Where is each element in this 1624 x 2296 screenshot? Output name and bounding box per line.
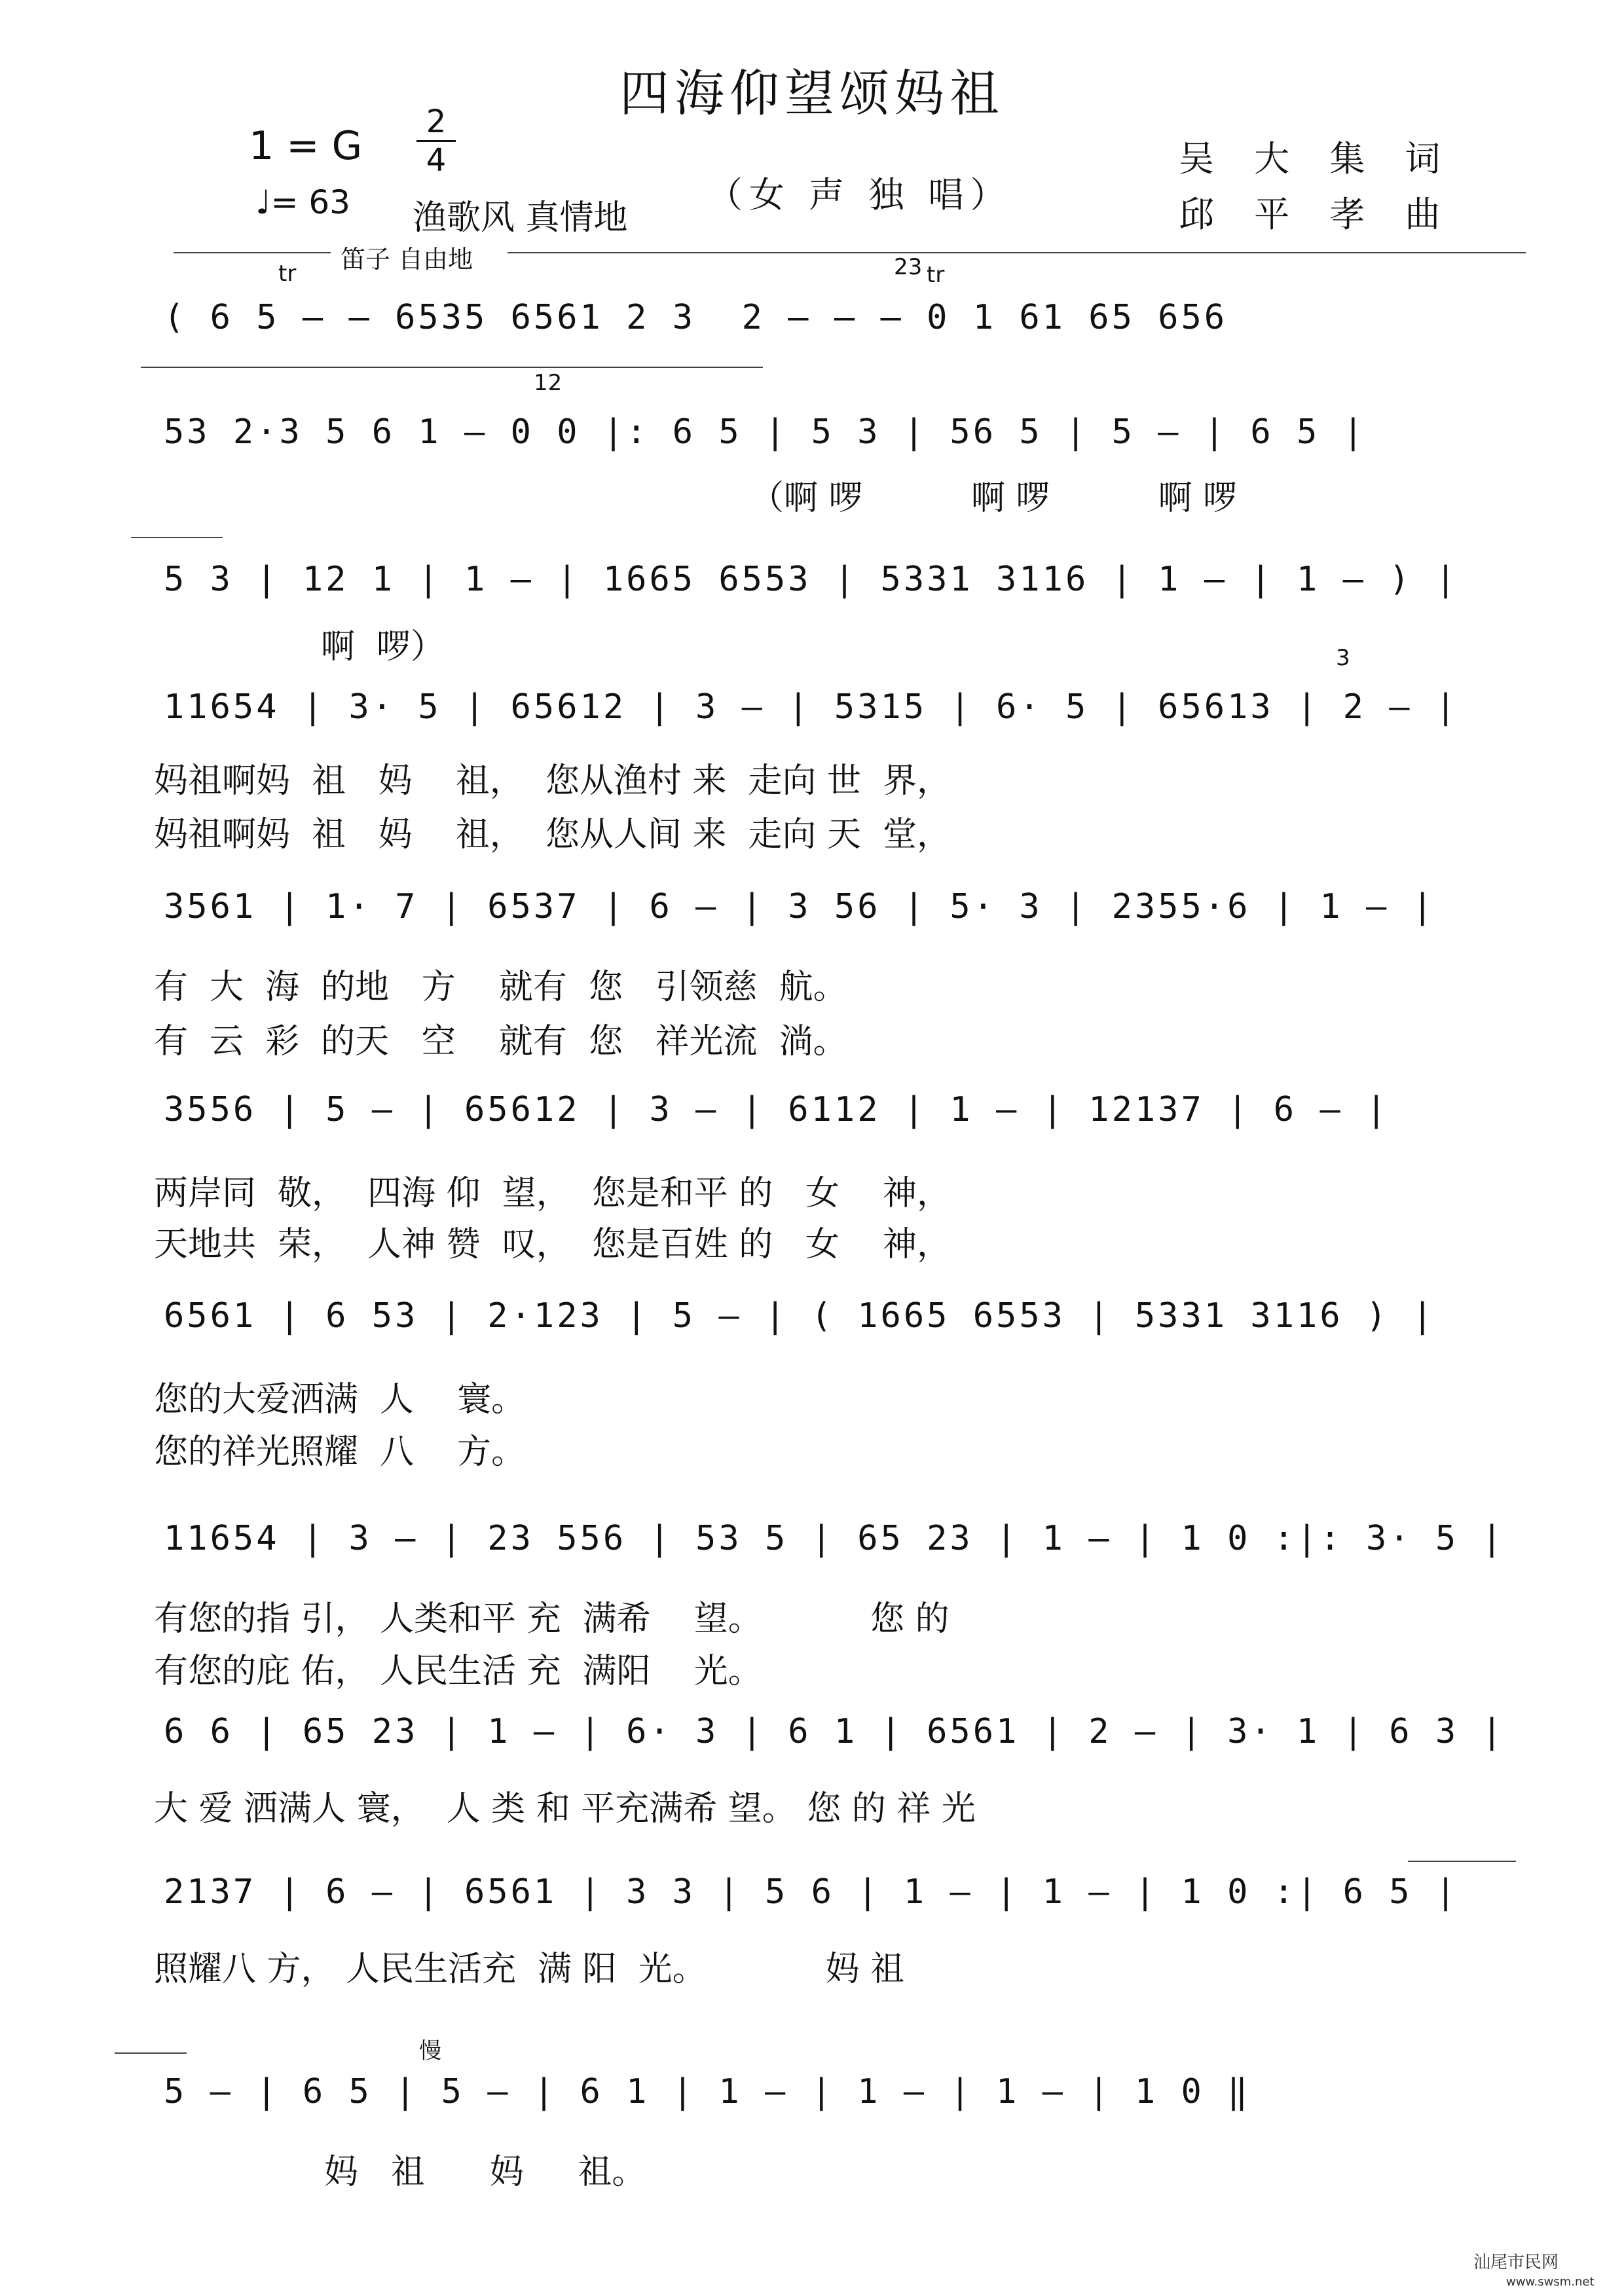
lyricist-credit: 吴 大 集 词 [1179, 138, 1455, 179]
watermark-url: www.swsm.net [1506, 2275, 1595, 2289]
flute-note: 笛子 自由地 [341, 245, 473, 274]
grace-note-23: 23 [894, 254, 923, 280]
score-line-7: 6561 | 6 53 | 2·123 | 5 — | ( 1665 6553 | 5331 3116 ) | [164, 1296, 1435, 1336]
score-line-5: 3561 | 1· 7 | 6537 | 6 — | 3 56 | 5· 3 | 2355·6 | 1 — | [164, 887, 1435, 926]
score-line-1: ( 6 5 — — 6535 6561 2 3 2 — — — 0 1 61 65 656 [164, 298, 1228, 337]
lyric-line-6b: 天地共 荣， 人神 赞 叹， 您是百姓 的 女 神， [154, 1225, 951, 1264]
lyric-line-3: 啊 啰） [321, 627, 445, 666]
lyric-line-9: 大 爱 洒满人 寰， 人 类 和 平充满希 望。 您 的 祥 光 [154, 1789, 976, 1829]
tie-line-2 [131, 537, 223, 538]
score-line-6: 3556 | 5 — | 65612 | 3 — | 6112 | 1 — | 12137 | 6 — | [164, 1090, 1390, 1129]
score-line-3: 5 3 | 12 1 | 1 — | 1665 6553 | 5331 3116 | 1 — | 1 — ) | [164, 560, 1459, 599]
lyric-line-4b: 妈祖啊妈 祖 妈 祖， 您从人间 来 走向 天 堂， [154, 815, 951, 854]
score-line-10: 2137 | 6 — | 6561 | 3 3 | 5 6 | 1 — | 1 — | 1 0 :| 6 5 | [164, 1872, 1459, 1912]
page-title: 四海仰望颂妈祖 [619, 64, 1005, 122]
lyric-line-7b: 您的祥光照耀 八 方。 [154, 1432, 526, 1472]
lyric-line-4a: 妈祖啊妈 祖 妈 祖， 您从渔村 来 走向 世 界， [154, 761, 951, 801]
lyric-line-5a: 有 大 海 的地 方 就有 您 引领慈 航。 [154, 968, 847, 1007]
score-line-11: 5 — | 6 5 | 5 — | 6 1 | 1 — | 1 — | 1 — | 1 0 ‖ [164, 2072, 1251, 2111]
tie-line-4 [115, 2052, 187, 2054]
score-line-4: 11654 | 3· 5 | 65612 | 3 — | 5315 | 6· 5 | 65613 | 2 — | [164, 687, 1459, 727]
lyric-line-11: 妈 祖 妈 祖。 [324, 2153, 646, 2192]
flute-rule-right [507, 252, 1526, 253]
trill-mark-2: tr [927, 262, 945, 288]
lyric-line-6a: 两岸同 敬， 四海 仰 望， 您是和平 的 女 神， [154, 1174, 951, 1213]
trill-mark-1: tr [278, 261, 297, 287]
lyric-line-8a: 有您的指 引， 人类和平 充 满希 望。 您 的 [154, 1599, 950, 1639]
grace-note-3: 3 [1336, 645, 1350, 671]
tie-line-3 [1408, 1861, 1516, 1862]
watermark-site: 汕尾市民网 [1473, 2253, 1559, 2272]
lyric-line-8b: 有您的庇 佑， 人民生活 充 满阳 光。 [154, 1652, 762, 1691]
tie-line-1 [141, 367, 763, 368]
performance-note: （女 声 独 唱） [707, 174, 1012, 215]
lyric-line-7a: 您的大爱洒满 人 寰。 [154, 1380, 526, 1419]
slow-mark: 慢 [419, 2038, 441, 2064]
grace-note-12: 12 [534, 370, 563, 396]
composer-credit: 邱 平 孝 曲 [1179, 194, 1455, 235]
style-mark: 渔歌风 真情地 [413, 198, 628, 238]
lyric-line-2: （啊 啰 啊 啰 啊 啰 [750, 479, 1238, 518]
score-line-2: 53 2·3 5 6 1 — 0 0 |: 6 5 | 5 3 | 56 5 | 5 — | 6 5 | [164, 412, 1366, 452]
meter-numerator: 2 [426, 103, 447, 140]
time-signature [416, 105, 456, 177]
lyric-line-10: 照耀八 方， 人民生活充 满 阳 光。 妈 祖 [154, 1950, 905, 1989]
flute-rule-left [174, 252, 331, 253]
score-line-9: 6 6 | 65 23 | 1 — | 6· 3 | 6 1 | 6561 | 2 — | 3· 1 | 6 3 | [164, 1712, 1505, 1751]
tempo-mark: ♩= 63 [255, 183, 350, 221]
score-line-8: 11654 | 3 — | 23 556 | 53 5 | 65 23 | 1 — | 1 0 :|: 3· 5 | [164, 1519, 1505, 1558]
lyric-line-5b: 有 云 彩 的天 空 就有 您 祥光流 淌。 [154, 1022, 847, 1061]
key-signature: 1 = G [249, 123, 363, 169]
meter-denominator: 4 [426, 142, 447, 179]
